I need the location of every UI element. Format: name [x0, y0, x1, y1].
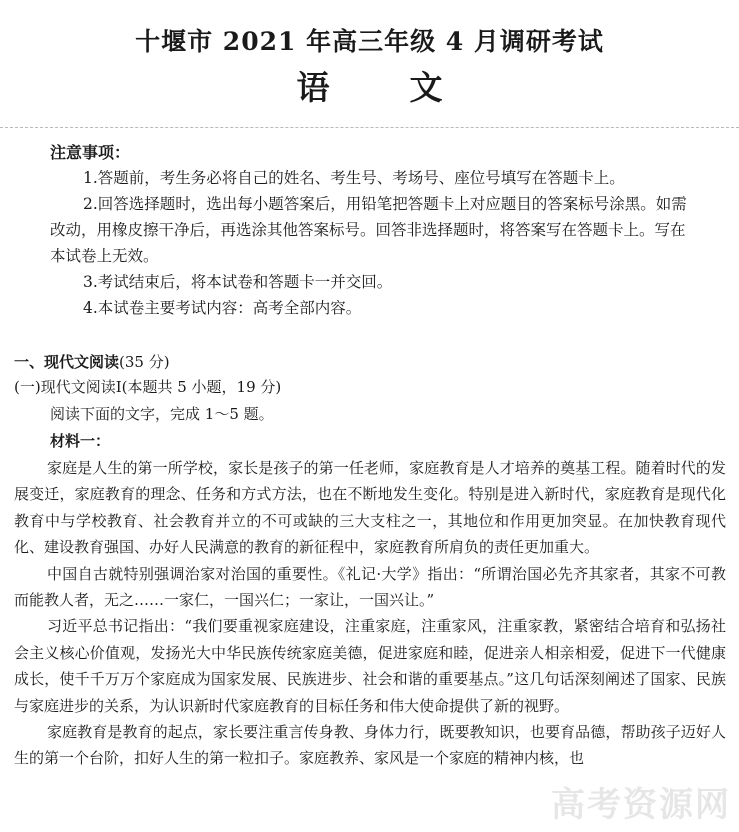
- section-heading: [14, 351, 170, 372]
- subsection-heading: (一)现代文阅读Ⅰ(本题共 5 小题，19 分): [14, 378, 282, 396]
- notice-item-4: 4.本试卷主要考试内容：高考全部内容。: [83, 299, 362, 317]
- notice-item-2: 2.回答选择题时，选出每小题答案后，用铅笔把答题卡上对应题目的答案标号涂黑。如需改动，用橡皮擦干净后，再选涂其他答案标号。回答非选择题时，将答案写在答题卡上。写在本试卷上无效。: [50, 195, 687, 265]
- reading-instruction: 阅读下面的文字，完成 1～5 题。: [50, 405, 274, 423]
- paragraph: 家庭教育是教育的起点，家长要注重言传身教、身体力行，既要教知识，也要育品德，帮助孩子迈好人生的第一个台阶，扣好人生的第一粒扣子。家庭教养、家风是一个家庭的精神内核，也: [14, 723, 726, 768]
- section-points: (35 分): [119, 353, 170, 371]
- notice-item-1: 1.答题前，考生务必将自己的姓名、考生号、考场号、座位号填写在答题卡上。: [83, 169, 625, 187]
- paragraph: 习近平总书记指出：“我们要重视家庭建设，注重家庭，注重家风，注重家教，紧密结合培育和弘扬社会主义核心价值观，发扬光大中华民族传统家庭美德，促进家庭和睦，促进亲人相亲相爱，促进下一代健康成长，使千千万万个家庭成为国家发展、民族进步、社会和谐的重要基点。”这几句话深刻阐述了国家、民族与家庭进步的关系，为认识新时代家庭教育的目标任务和伟大使命提供了新的视野。: [14, 617, 726, 715]
- material-label: 材料一：: [50, 432, 111, 450]
- notice-title: 注意事项：: [50, 143, 131, 162]
- material-body: [14, 455, 726, 772]
- paragraph: 中国自古就特别强调治家对治国的重要性。《礼记·大学》指出：“所谓治国必先齐其家者，其家不可教而能教人者，无之……一家仁，一国兴仁；一家让，一国兴让。”: [14, 564, 726, 610]
- subject-title: 语文: [296, 68, 523, 107]
- paragraph: 家庭是人生的第一所学校，家长是孩子的第一任老师，家庭教育是人才培养的奠基工程。随着时代的发展变迁，家庭教育的理念、任务和方式方法，也在不断地发生变化。特别是进入新时代，家庭教育是现代化教育中与学校教育、社会教育并立的不可或缺的三大支柱之一，其地位和作用更加突显。在加快教育现代化、建设教育强国、办好人民满意的教育的新征程中，家庭教育所肩负的责任更加重大。: [14, 459, 726, 557]
- exam-title: 十堰市 2021 年高三年级 4 月调研考试: [135, 27, 604, 56]
- notice-item-3: 3.考试结束后，将本试卷和答题卡一并交回。: [83, 273, 393, 291]
- section-title: 一、现代文阅读: [14, 353, 120, 371]
- watermark: 高考资源网: [551, 785, 731, 825]
- binding-line: [0, 127, 739, 128]
